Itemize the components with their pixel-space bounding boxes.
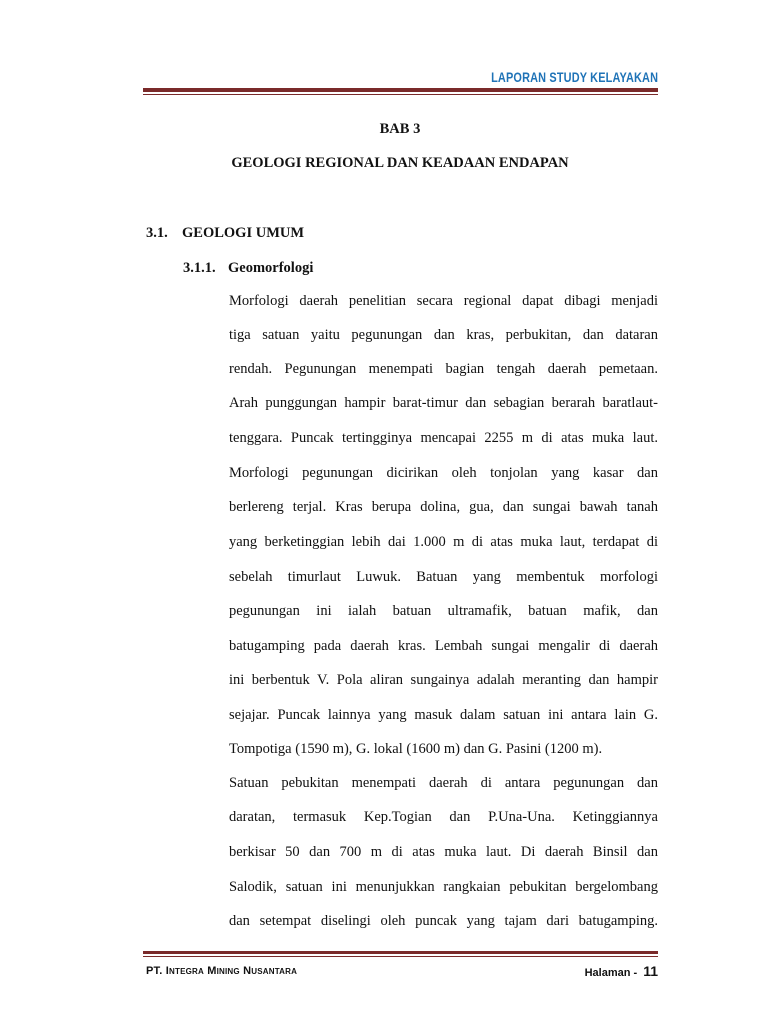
footer-rule bbox=[143, 951, 658, 954]
subsection-title: Geomorfologi bbox=[228, 260, 314, 276]
body-line: Satuan pebukitan menempati daerah di antara pegunungan dan bbox=[229, 775, 658, 791]
header-title: LAPORAN STUDY KELAYAKAN bbox=[490, 69, 658, 85]
subsection-heading bbox=[183, 260, 313, 277]
body-line: batugamping pada daerah kras. Lembah sungai mengalir di daerah bbox=[229, 638, 658, 654]
page-label: Halaman - bbox=[584, 967, 638, 979]
footer-page bbox=[585, 963, 658, 979]
section-title: GEOLOGI UMUM bbox=[182, 225, 305, 241]
section-heading bbox=[146, 225, 304, 242]
subsection-number: 3.1.1. bbox=[183, 260, 216, 276]
body-line: Salodik, satuan ini menunjukkan rangkaian pebukitan bergelombang bbox=[229, 879, 658, 895]
body-line: ini berbentuk V. Pola aliran sungainya adalah meranting dan hampir bbox=[229, 672, 658, 688]
body-line: yang berketinggian lebih dai 1.000 m di atas muka laut, terdapat di bbox=[229, 534, 658, 550]
body-line: Morfologi pegunungan dicirikan oleh tonjolan yang kasar dan bbox=[229, 465, 658, 481]
body-line: sejajar. Puncak lainnya yang masuk dalam satuan ini antara lain G. bbox=[229, 707, 658, 723]
body-line: Morfologi daerah penelitian secara regional dapat dibagi menjadi bbox=[229, 293, 658, 309]
body-line: Arah punggungan hampir barat-timur dan sebagian berarah baratlaut- bbox=[229, 395, 658, 411]
body-line: pegunungan ini ialah batuan ultramafik, batuan mafik, dan bbox=[229, 603, 658, 619]
footer-company: PT. Integra Mining Nusantara bbox=[146, 965, 298, 977]
body-line: dan setempat diselingi oleh puncak yang tajam dari batugamping. bbox=[229, 913, 658, 929]
body-line: tiga satuan yaitu pegunungan dan kras, perbukitan, dan dataran bbox=[229, 327, 658, 343]
body-line: rendah. Pegunungan menempati bagian tengah daerah pemetaan. bbox=[229, 361, 658, 377]
body-line: berlereng terjal. Kras berupa dolina, gua, dan sungai bawah tanah bbox=[229, 499, 658, 515]
body-line: berkisar 50 dan 700 m di atas muka laut. Di daerah Binsil dan bbox=[229, 844, 658, 860]
section-number: 3.1. bbox=[146, 225, 168, 241]
chapter-title: GEOLOGI REGIONAL DAN KEADAAN ENDAPAN bbox=[231, 155, 569, 171]
header-rule bbox=[143, 88, 658, 92]
body-line: tenggara. Puncak tertingginya mencapai 2255 m di atas muka laut. bbox=[229, 430, 658, 446]
body-line: Tompotiga (1590 m), G. lokal (1600 m) dan G. Pasini (1200 m). bbox=[229, 741, 603, 757]
body-line: daratan, termasuk Kep.Togian dan P.Una-Una. Ketinggiannya bbox=[229, 809, 658, 825]
header-rule-thin bbox=[143, 94, 658, 95]
chapter-number: BAB 3 bbox=[379, 121, 421, 137]
body-line: sebelah timurlaut Luwuk. Batuan yang membentuk morfologi bbox=[229, 569, 658, 585]
footer-rule-thin bbox=[143, 956, 658, 957]
page-number: 11 bbox=[643, 963, 658, 979]
